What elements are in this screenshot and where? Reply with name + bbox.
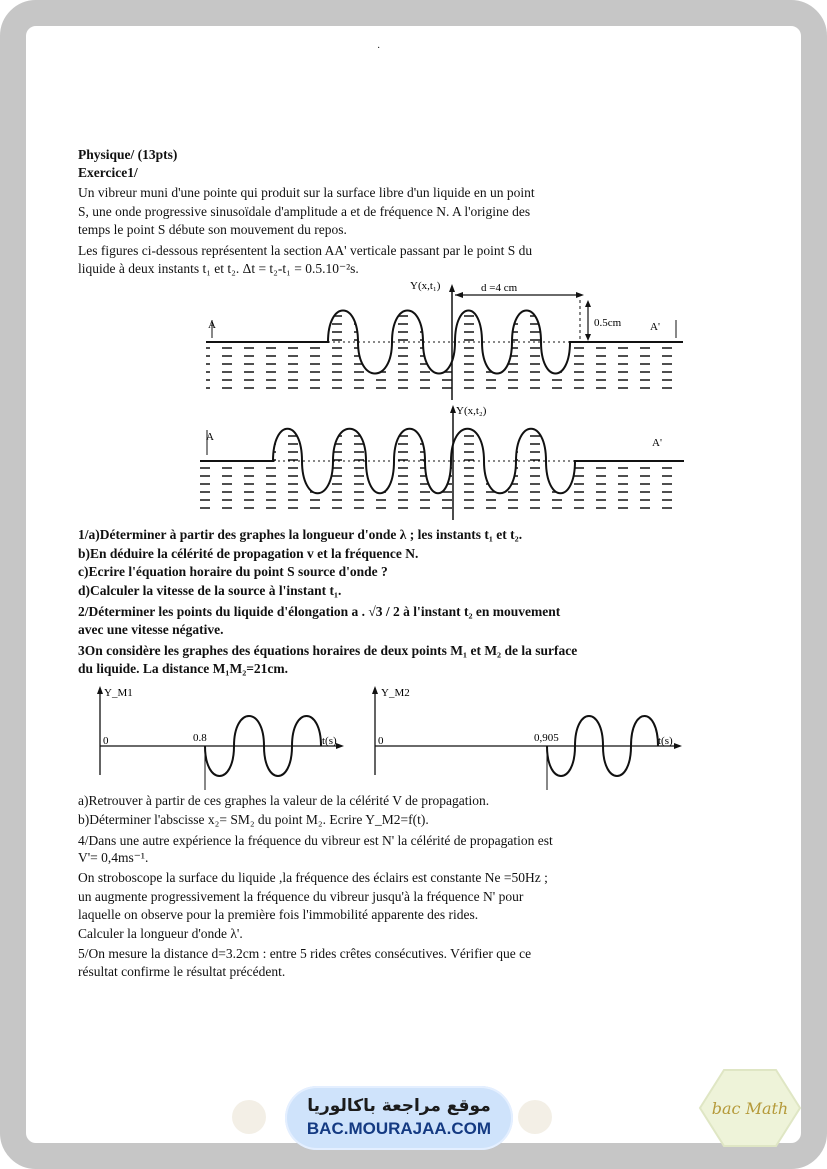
graph-m2-x-label: t(s) [658,735,673,747]
question-line: résultat confirme le résultat précédent. [78,964,286,979]
question-line: du liquide. La distance M₁M₂=21cm. [78,661,289,676]
question-line: 2/Déterminer les points du liquide d'élongation a . √3 / 2 à l'instant t₂ en mouvement [78,604,561,619]
question-line: c)Ecrire l'équation horaire du point S source d'onde ? [78,564,388,579]
fig2-left-label: A [206,431,214,443]
site-logo-right-icon [518,1100,552,1134]
graph-m1-tick: 0.8 [193,732,207,744]
section-title: Physique/ (13pts) [78,147,178,162]
fig1-right-label: A' [650,321,660,333]
bac-math-logo-icon [698,1068,802,1148]
intro-line: liquide à deux instants t₁ et t₂. Δt = t₂-t₁ = 0.5.10⁻²s. [78,261,359,276]
fig2-y-label: Y(x,t₂) [456,405,487,417]
graph-m1-y-label: Y_M1 [104,687,133,699]
question-line: V'= 0,4ms⁻¹. [78,850,149,865]
intro-line: Un vibreur muni d'une pointe qui produit sur la surface libre d'un liquide en un point [78,185,535,200]
question-line: On stroboscope la surface du liquide ,la fréquence des éclairs est constante Ne =50Hz ; [78,870,548,885]
site-logo-left-icon [232,1100,266,1134]
bac-math-logo-text: bac Math [711,1099,789,1118]
question-line: avec une vitesse négative. [78,622,224,637]
site-banner-arabic: موقع مراجعة باكالوريا [307,1096,491,1116]
graph-m2-y-label: Y_M2 [381,687,410,699]
fig1-amplitude-label: 0.5cm [594,317,622,329]
question-line: un augmente progressivement la fréquence du vibreur jusqu'à la fréquence N' pour [78,889,524,904]
graph-m1-origin: 0 [103,735,109,747]
graph-m2-origin: 0 [378,735,384,747]
site-banner-url[interactable]: BAC.MOURAJAA.COM [306,1119,492,1138]
fig1-d-label: d =4 cm [481,282,518,294]
intro-line: Les figures ci-dessous représentent la section AA' verticale passant par le point S du [78,243,533,258]
header-mark: · [377,43,381,54]
fig1-left-label: A [208,319,216,331]
intro-line: S, une onde progressive sinusoïdale d'amplitude a et de fréquence N. A l'origine des [78,204,531,219]
question-line: 5/On mesure la distance d=3.2cm : entre 5 rides crêtes consécutives. Vérifier que ce [78,946,532,961]
question-line: b)Déterminer l'abscisse x₂= SM₂ du point M₂. Ecrire Y_M2=f(t). [78,812,429,827]
intro-line: temps le point S débute son mouvement du repos. [78,222,347,237]
fig2-right-label: A' [652,437,662,449]
question-line: 3On considère les graphes des équations horaires de deux points M₁ et M₂ de la surface [78,643,578,658]
question-line: d)Calculer la vitesse de la source à l'instant t₁. [78,583,342,598]
question-line: 1/a)Déterminer à partir des graphes la longueur d'onde λ ; les instants t₁ et t₂. [78,527,523,542]
question-line: b)En déduire la célérité de propagation v et la fréquence N. [78,546,419,561]
question-line: 4/Dans une autre expérience la fréquence du vibreur est N' la célérité de propagation est [78,833,553,848]
question-line: a)Retrouver à partir de ces graphes la valeur de la célérité V de propagation. [78,793,490,808]
fig1-y-label: Y(x,t₁) [410,280,441,292]
exercise-title: Exercice1/ [78,165,138,180]
question-line: laquelle on observe pour la première fois l'immobilité apparente des rides. [78,907,479,922]
graph-m1-x-label: t(s) [322,735,337,747]
question-line: Calculer la longueur d'onde λ'. [78,926,243,941]
graph-m2-tick: 0,905 [534,732,559,744]
site-banner[interactable] [285,1086,513,1150]
